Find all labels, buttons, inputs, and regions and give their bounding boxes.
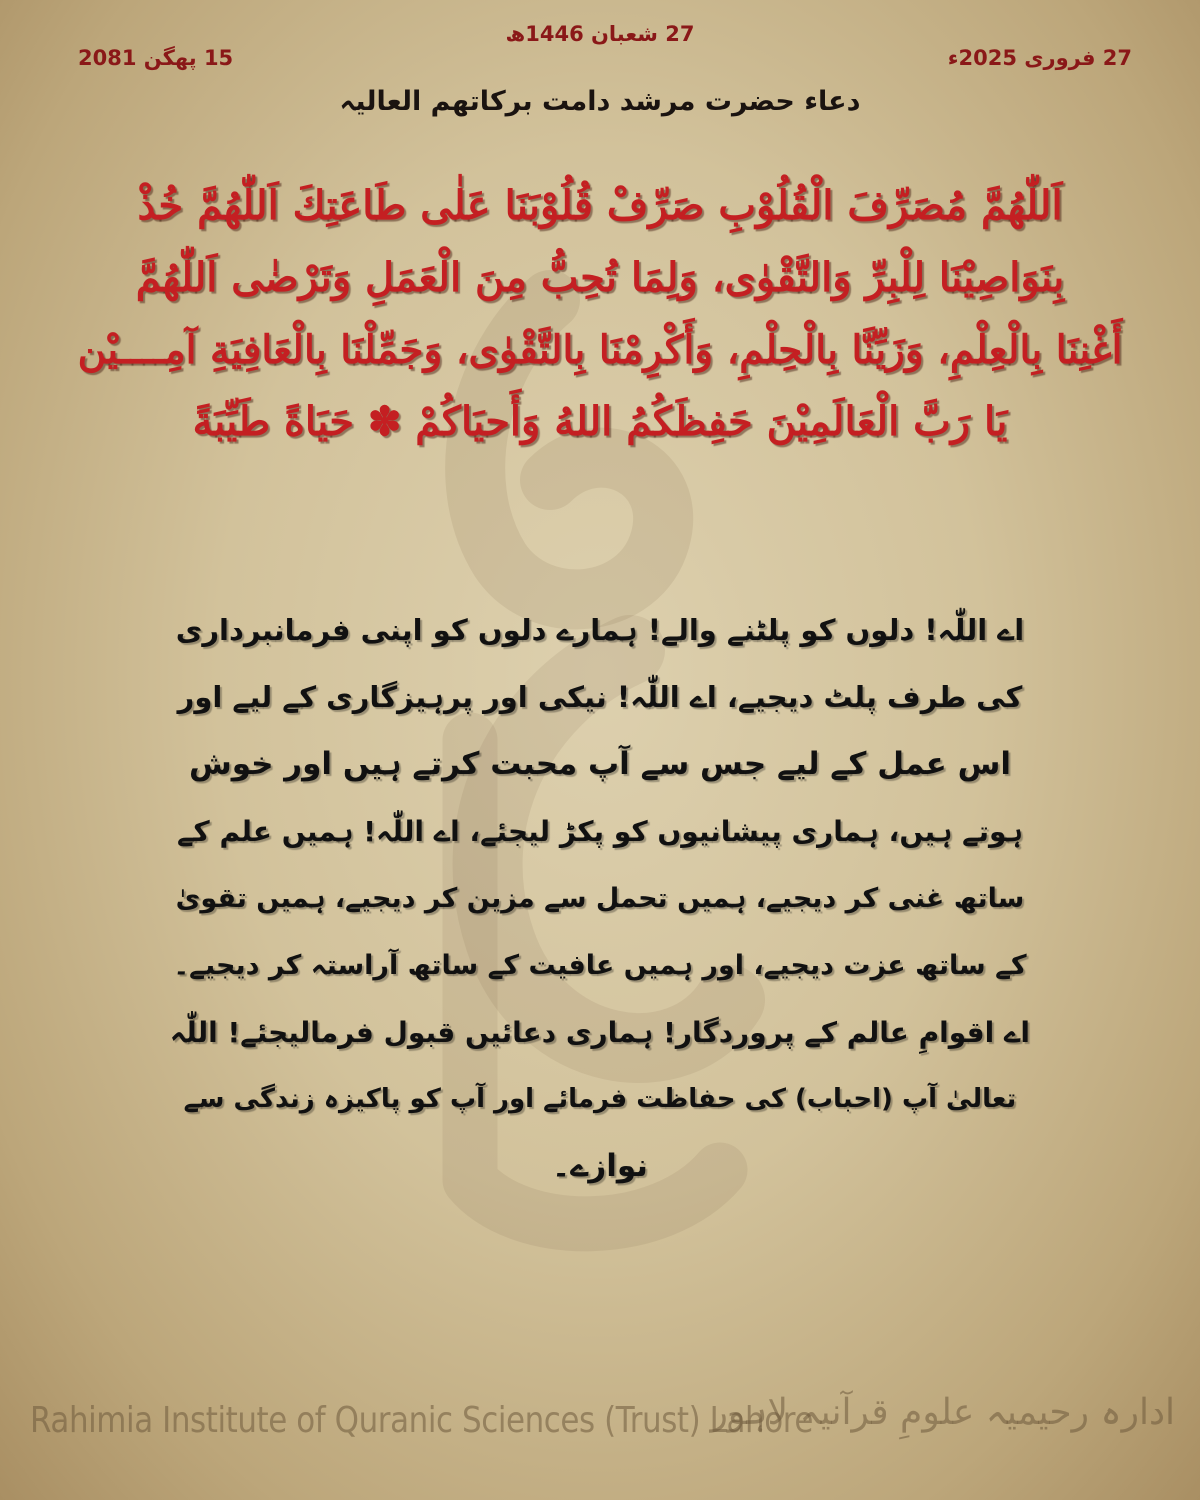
- translation-line: اے اقوامِ عالم کے پروردگار! ہماری دعائیں قبول فرمالیجئے! اللّٰہ: [169, 1016, 1030, 1049]
- desi-date: 15 پھگن 2081: [78, 46, 234, 70]
- dua-line: أَغْنِنَا بِالْعِلْمِ، وَزَيِّنَّا بِالْحِلْمِ، وَأَكْرِمْنَا بِالتَّقْوٰى، وَجَمِّلْنَا بِالْعَافِيَةِ آمِــــيْن: [77, 327, 1123, 373]
- dua-line: اَللّٰهُمَّ مُصَرِّفَ الْقُلُوْبِ صَرِّفْ قُلُوْبَنَا عَلٰى طَاعَتِكَ اَللّٰهُمَّ خُذْ: [137, 182, 1063, 229]
- translation-line: ہوتے ہیں، ہماری پیشانیوں کو پکڑ لیجئے، اے اللّٰہ! ہمیں علم کے: [177, 815, 1023, 848]
- institute-urdu-logo: ادارہ رحیمیہ علومِ قرآنیہ لاہور: [710, 1392, 1175, 1433]
- translation-line: کی طرف پلٹ دیجیے، اے اللّٰہ! نیکی اور پرہیزگاری کے لیے اور: [177, 680, 1023, 714]
- translation-line: کے ساتھ عزت دیجیے، اور ہمیں عافیت کے ساتھ آراستہ کر دیجیے۔: [173, 950, 1027, 981]
- dua-line: يَا رَبَّ الْعَالَمِيْنَ حَفِظَكُمُ اللهُ وَأَحيَاكُمْ ✽ حَيَاةً طَيِّبَةً: [192, 398, 1008, 445]
- urdu-translation: [170, 597, 1030, 1200]
- translation-line: ساتھ غنی کر دیجیے، ہمیں تحمل سے مزین کر دیجیے، ہمیں تقویٰ: [175, 883, 1025, 914]
- gregorian-date: 27 فروری 2025ء: [947, 46, 1132, 70]
- translation-line: اس عمل کے لیے جس سے آپ محبت کرتے ہیں اور خوش: [188, 746, 1012, 782]
- arabic-dua: [70, 170, 1130, 458]
- dua-line: بِنَوَاصِيْنَا لِلْبِرِّ وَالتَّقْوٰى، وَلِمَا تُحِبُّ مِنَ الْعَمَلِ وَتَرْضٰى اَللّٰهُمَّ: [135, 254, 1065, 301]
- page-title: دعاء حضرت مرشد دامت برکاتھم العالیہ: [339, 86, 861, 117]
- translation-line: اے اللّٰہ! دلوں کو پلٹنے والے! ہمارے دلوں کو اپنی فرمانبرداری: [175, 613, 1025, 647]
- translation-line: تعالیٰ آپ (احباب) کی حفاظت فرمائے اور آپ کو پاکیزہ زندگی سے: [183, 1084, 1017, 1114]
- institute-name-english: Rahimia Institute of Quranic Sciences (Trust) Lahore: [30, 1400, 813, 1441]
- hijri-date: 27 شعبان 1446ھ: [505, 22, 695, 46]
- translation-line: نوازے۔: [552, 1148, 648, 1184]
